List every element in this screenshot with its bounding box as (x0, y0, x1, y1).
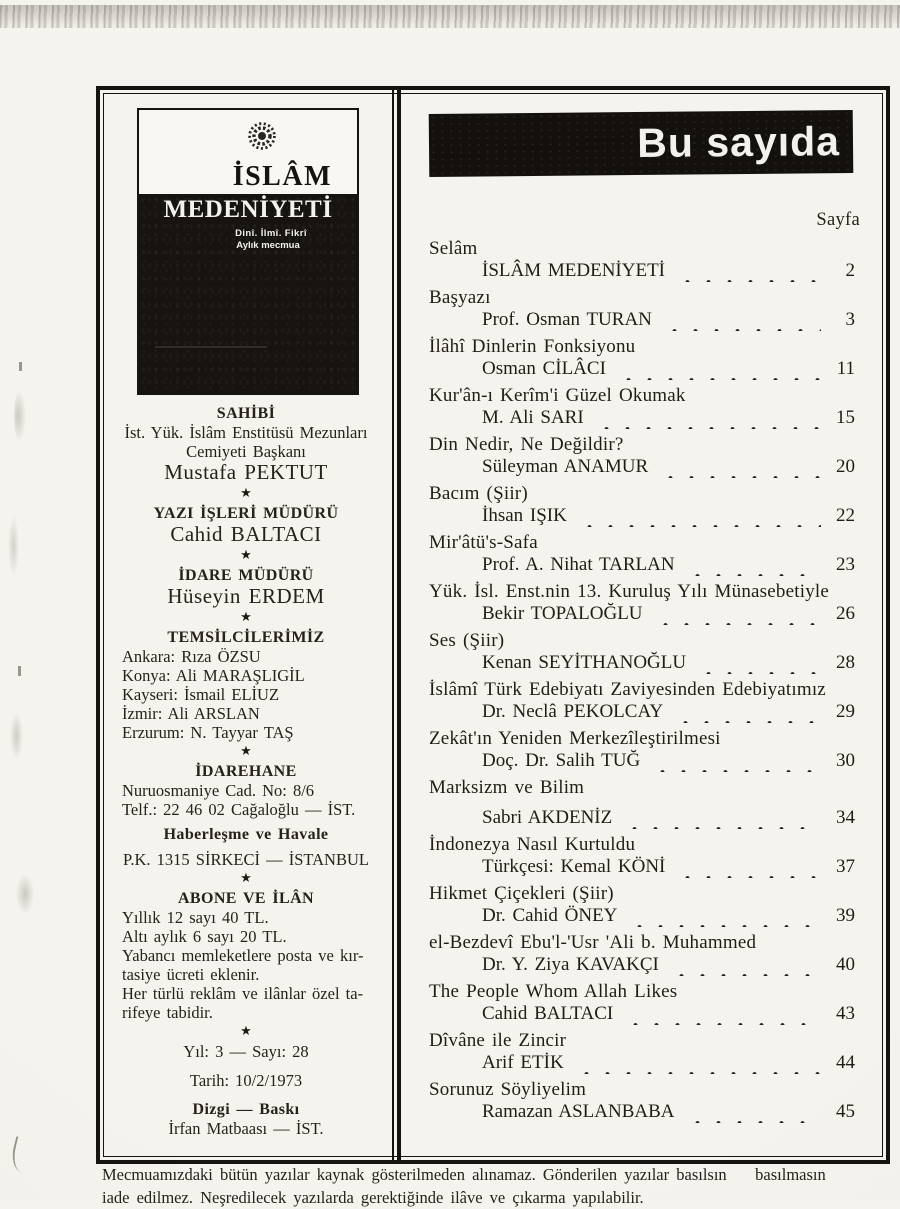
scan-artifact (14, 390, 26, 442)
correspondence-heading: Haberleşme ve Havale (163, 826, 329, 843)
leader-dots (621, 913, 821, 927)
toc-entry-page-number: 3 (845, 309, 855, 330)
toc-entry-page-number: 23 (836, 554, 855, 575)
star-separator-icon: ★ (240, 1024, 252, 1039)
toc-entry-title: Din Nedir, Ne Değildir? (429, 434, 624, 455)
table-of-contents (429, 238, 855, 1128)
toc-entry-author-line (429, 603, 855, 625)
toc-entry-title: el-Bezdevî Ebu'l-'Usr 'Ali b. Muhammed (429, 932, 757, 953)
leader-dots (610, 366, 821, 380)
masthead-info (106, 404, 386, 1138)
scan-artifact (10, 712, 23, 760)
toc-entry-title: Bacım (Şiir) (429, 483, 528, 504)
admin-name: Hüseyin ERDEM (167, 584, 325, 608)
issue-date: Tarih: 10/2/1973 (189, 1071, 303, 1090)
leader-dots (617, 1011, 821, 1025)
magazine-cover-thumbnail (137, 108, 359, 395)
toc-entry (429, 679, 855, 723)
leader-dots (647, 611, 821, 625)
toc-entry-author: Prof. Osman TURAN (482, 309, 652, 330)
cover-bottom-area (139, 194, 357, 393)
toc-entry-author: Ramazan ASLANBABA (482, 1101, 675, 1122)
toc-entry-author-line (429, 954, 855, 976)
toc-entry (429, 630, 855, 674)
contents-banner (429, 110, 854, 177)
toc-entry-page-number: 29 (836, 701, 855, 722)
leader-dots (679, 562, 821, 576)
toc-entry-page-number: 43 (836, 1003, 855, 1024)
toc-entry (429, 483, 855, 527)
toc-entry-author-line (429, 505, 855, 527)
toc-entry-page-number: 40 (836, 954, 855, 975)
representative-line: Erzurum: N. Tayyar TAŞ (122, 723, 294, 742)
cover-title-line2: MEDENİYETİ (163, 196, 333, 223)
toc-entry (429, 287, 855, 331)
toc-entry (429, 385, 855, 429)
toc-entry-author-line (429, 260, 855, 282)
toc-entry (429, 336, 855, 380)
office-phone: Telf.: 22 46 02 Cağaloğlu — İST. (122, 800, 356, 819)
office-address: Nuruosmaniye Cad. No: 8/6 (122, 781, 315, 800)
toc-entry-author-line (429, 1052, 855, 1074)
toc-entry-author-line (429, 407, 855, 429)
column-divider (392, 90, 401, 1160)
owner-line: Cemiyeti Başkanı (186, 442, 306, 461)
toc-entry-author-line (429, 309, 855, 331)
editor-name: Cahid BALTACI (170, 522, 322, 546)
contents-column (401, 90, 886, 1160)
scan-artifact (19, 362, 22, 371)
toc-entry (429, 1030, 855, 1074)
toc-entry (429, 581, 855, 625)
subscription-heading: ABONE VE İLÂN (177, 890, 315, 907)
toc-entry-title: Hikmet Çiçekleri (Şiir) (429, 883, 614, 904)
toc-entry-author: Osman CİLÂCI (482, 358, 606, 379)
subscription-line: Yıllık 12 sayı 40 TL. (122, 908, 269, 927)
subscription-line: Yabancı memleketlere posta ve kır- (122, 946, 364, 965)
footer-line: Mecmuamızdaki bütün yazılar kaynak gösterilmeden alınamaz. Gönderilen yazılar basılsın basılmasın (102, 1165, 826, 1184)
toc-entry-page-number: 20 (836, 456, 855, 477)
toc-entry-author-line (429, 701, 855, 723)
toc-entry-author: Cahid BALTACI (482, 1003, 614, 1024)
leader-dots (656, 317, 821, 331)
toc-entry (429, 883, 855, 927)
toc-entry-page-number: 22 (836, 505, 855, 526)
toc-entry-page-number: 28 (836, 652, 855, 673)
representatives-heading: TEMSİLCİLERİMİZ (167, 629, 325, 646)
office-heading: İDAREHANE (195, 763, 297, 780)
toc-entry-page-number: 37 (836, 856, 855, 877)
footer-line: iade edilmez. Neşredilecek yazılarda gerektiğinde ilâve ve çıkarma yapılabilir. (102, 1188, 644, 1207)
representative-line: Kayseri: İsmail ELİUZ (122, 685, 280, 704)
toc-entry-title: Zekât'ın Yeniden Merkezîleştirilmesi (429, 728, 721, 749)
star-separator-icon: ★ (240, 548, 252, 563)
page-border-frame (96, 86, 890, 1164)
toc-entry-author: Sabri AKDENİZ (482, 807, 613, 828)
toc-entry (429, 532, 855, 576)
toc-entry-page-number: 30 (836, 750, 855, 771)
scan-noise-strip (0, 5, 900, 28)
toc-entry (429, 728, 855, 772)
toc-entry-author: Bekir TOPALOĞLU (482, 603, 643, 624)
star-separator-icon: ★ (240, 486, 252, 501)
star-separator-icon: ★ (240, 871, 252, 886)
star-separator-icon: ★ (240, 610, 252, 625)
toc-entry-author: İhsan IŞIK (482, 505, 567, 526)
toc-entry-author: Arif ETİK (482, 1052, 564, 1073)
toc-entry-title: Dîvâne ile Zincir (429, 1030, 567, 1051)
toc-entry-author-line (429, 905, 855, 927)
owner-heading: SAHİBİ (216, 405, 276, 422)
toc-entry-author-line (429, 1003, 855, 1025)
toc-entry-author-line (429, 554, 855, 576)
leader-dots (644, 758, 821, 772)
toc-entry-author-line (429, 807, 855, 829)
cover-subtitle: Aylık mecmua (236, 240, 300, 251)
toc-entry-title: Ses (Şiir) (429, 630, 505, 651)
toc-entry-page-number: 44 (836, 1052, 855, 1073)
toc-entry-author: İSLÂM MEDENİYETİ (482, 260, 666, 281)
leader-dots (568, 1060, 821, 1074)
star-separator-icon: ★ (240, 744, 252, 759)
masthead-column (100, 90, 392, 1160)
representative-line: Ankara: Rıza ÖZSU (122, 647, 261, 666)
toc-entry-title: İslâmî Türk Edebiyatı Zaviyesinden Edebiyatımız (429, 679, 826, 700)
toc-entry-title: Marksizm ve Bilim (429, 777, 585, 798)
toc-entry-author: Kenan SEYİTHANOĞLU (482, 652, 687, 673)
toc-entry-author: Dr. Cahid ÖNEY (482, 905, 618, 926)
leader-dots (652, 464, 821, 478)
cover-top-area (139, 110, 357, 194)
scan-artifact (8, 1136, 36, 1174)
leader-dots (616, 815, 821, 829)
toc-entry-title: Kur'ân-ı Kerîm'i Güzel Okumak (429, 385, 686, 406)
correspondence-address: P.K. 1315 SİRKECİ — İSTANBUL (123, 850, 369, 869)
toc-entry-title: Başyazı (429, 287, 491, 308)
printer-name: İrfan Matbaası — İST. (168, 1119, 324, 1138)
printer-heading: Dizgi — Baskı (192, 1101, 300, 1118)
toc-entry (429, 238, 855, 282)
subscription-line: tasiye ücreti eklenir. (122, 965, 260, 984)
subscription-line: rifeye tabidir. (122, 1003, 213, 1022)
admin-heading: İDARE MÜDÜRÜ (178, 567, 314, 584)
leader-dots (690, 660, 821, 674)
scan-artifact (16, 874, 34, 914)
leader-dots (588, 415, 821, 429)
page-column-label: Sayfa (816, 210, 860, 230)
representatives-list (106, 647, 386, 742)
toc-entry-title: Mir'âtü's-Safa (429, 532, 538, 553)
toc-entry-author-line (429, 856, 855, 878)
scan-artifact (18, 666, 21, 676)
toc-entry-page-number: 45 (836, 1101, 855, 1122)
toc-entry-title: İndonezya Nasıl Kurtuldu (429, 834, 636, 855)
toc-entry-title: Sorunuz Söyliyelim (429, 1079, 587, 1100)
toc-entry (429, 777, 855, 829)
issue-number: Yıl: 3 — Sayı: 28 (183, 1042, 309, 1061)
scan-artifact (8, 515, 19, 577)
leader-dots (571, 513, 821, 527)
toc-entry-page-number: 2 (845, 260, 855, 281)
toc-entry (429, 834, 855, 878)
toc-entry-author: Süleyman ANAMUR (482, 456, 649, 477)
toc-entry (429, 1079, 855, 1123)
contents-banner-label: Bu sayıda (637, 118, 841, 167)
editor-heading: YAZI İŞLERİ MÜDÜRÜ (153, 505, 339, 522)
toc-entry (429, 981, 855, 1025)
cover-title-line1: İSLÂM (232, 161, 332, 192)
leader-dots (663, 962, 821, 976)
toc-entry-page-number: 26 (836, 603, 855, 624)
toc-entry-page-number: 15 (836, 407, 855, 428)
toc-entry-author-line (429, 358, 855, 380)
toc-entry-title: Selâm (429, 238, 478, 259)
leader-dots (669, 864, 821, 878)
toc-entry (429, 434, 855, 478)
subscription-line: Altı aylık 6 sayı 20 TL. (122, 927, 287, 946)
toc-entry-title: The People Whom Allah Likes (429, 981, 678, 1002)
subscription-line: Her türlü reklâm ve ilânlar özel ta- (122, 984, 364, 1003)
toc-entry-author-line (429, 750, 855, 772)
owner-line: İst. Yük. İslâm Enstitüsü Mezunları (124, 423, 368, 442)
toc-entry-title: Yük. İsl. Enst.nin 13. Kuruluş Yılı Münasebetiyle (429, 581, 830, 602)
toc-entry-author: Prof. A. Nihat TARLAN (482, 554, 675, 575)
toc-entry-author: Türkçesi: Kemal KÖNİ (482, 856, 666, 877)
toc-entry-title: İlâhî Dinlerin Fonksiyonu (429, 336, 636, 357)
leader-dots (667, 709, 821, 723)
toc-entry (429, 932, 855, 976)
representative-line: İzmir: Ali ARSLAN (122, 704, 260, 723)
toc-entry-author: Dr. Neclâ PEKOLCAY (482, 701, 664, 722)
toc-entry-author-line (429, 652, 855, 674)
rosette-ornament-icon (247, 121, 277, 156)
owner-name: Mustafa PEKTUT (164, 460, 328, 484)
toc-entry-author: M. Ali SARI (482, 407, 584, 428)
subscription-terms (106, 908, 386, 1022)
toc-entry-author-line (429, 456, 855, 478)
toc-entry-page-number: 34 (836, 807, 855, 828)
toc-entry-page-number: 39 (836, 905, 855, 926)
representative-line: Konya: Ali MARAŞLIGİL (122, 666, 305, 685)
toc-entry-author-line (429, 1101, 855, 1123)
cover-tagline: Dinî. İlmî. Fikrî (235, 228, 307, 239)
leader-dots (679, 1109, 821, 1123)
toc-entry-page-number: 11 (836, 358, 855, 379)
footer-disclaimer (102, 1163, 874, 1209)
toc-entry-author: Dr. Y. Ziya KAVAKÇI (482, 954, 659, 975)
leader-dots (669, 268, 821, 282)
toc-entry-author: Doç. Dr. Salih TUĞ (482, 750, 641, 771)
